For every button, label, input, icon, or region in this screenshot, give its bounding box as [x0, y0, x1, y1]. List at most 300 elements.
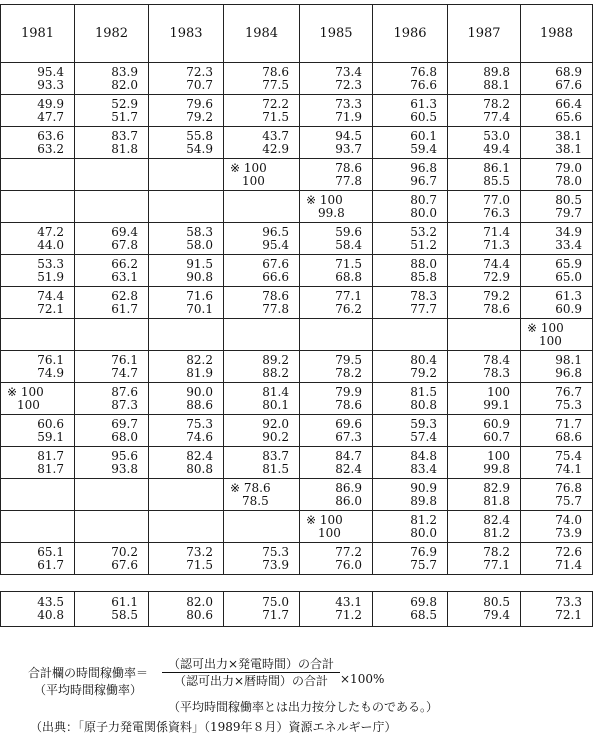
average-rate-value: 59.1 — [37, 429, 64, 444]
rate-cell — [224, 447, 300, 479]
average-value: 100 — [242, 173, 265, 188]
rate-cell — [224, 159, 300, 191]
average-rate-value: 60.9 — [555, 301, 582, 316]
formula-fraction — [162, 656, 340, 689]
average-value: 100 — [539, 333, 562, 348]
table-row — [1, 543, 593, 575]
average-rate-value: 76.0 — [335, 557, 362, 572]
rate-cell — [521, 127, 593, 159]
time-rate-value: 100 — [487, 384, 510, 399]
time-rate-value: 92.0 — [262, 416, 289, 431]
rate-cell — [300, 592, 373, 627]
time-rate-value: 73.3 — [555, 595, 582, 609]
rate-cell — [75, 255, 149, 287]
rate-cell — [1, 351, 75, 383]
rate-cell — [373, 95, 448, 127]
rate-cell — [373, 191, 448, 223]
rate-cell — [149, 351, 224, 383]
average-rate-value: 58.0 — [186, 237, 213, 252]
time-rate-value: 77.1 — [335, 288, 362, 303]
average-rate-value: 79.2 — [186, 109, 213, 124]
table-row — [1, 127, 593, 159]
average-rate-value: 78.0 — [555, 173, 582, 188]
rate-cell — [521, 319, 593, 351]
time-rate-value: 70.2 — [111, 544, 138, 559]
time-rate-value: 100 — [487, 448, 510, 463]
rate-cell — [373, 479, 448, 511]
average-rate-value: 78.3 — [483, 365, 510, 380]
table-row — [1, 191, 593, 223]
average-rate-value: 40.8 — [37, 608, 64, 622]
rate-cell — [448, 255, 521, 287]
formula-denominator: （認可出力×暦時間）の合計 — [174, 674, 329, 688]
empty-cell — [1, 191, 75, 223]
time-rate-value: 81.4 — [262, 384, 289, 399]
average-rate-value: 49.4 — [483, 141, 510, 156]
rate-cell — [521, 95, 593, 127]
time-rate-value: 78.6 — [262, 288, 289, 303]
time-rate-value: 78.2 — [483, 96, 510, 111]
rate-cell — [75, 223, 149, 255]
time-rate-value: 79.9 — [335, 384, 362, 399]
average-rate-value: 72.1 — [37, 301, 64, 316]
average-rate-value: 71.7 — [262, 608, 289, 622]
time-rate-value: 59.3 — [410, 416, 437, 431]
time-rate-value: 73.4 — [335, 64, 362, 79]
rate-cell — [1, 592, 75, 627]
average-rate-value: 77.7 — [410, 301, 437, 316]
average-value: 100 — [318, 525, 341, 540]
time-rate-value: 67.6 — [262, 256, 289, 271]
time-rate-value: 61.3 — [555, 288, 582, 303]
rate-cell — [149, 95, 224, 127]
average-rate-value: 80.6 — [186, 608, 213, 622]
marked-value: ※ 100 — [306, 512, 343, 527]
rate-cell — [1, 287, 75, 319]
average-rate-value: 71.5 — [262, 109, 289, 124]
average-rate-value: 74.7 — [111, 365, 138, 380]
empty-cell — [75, 319, 149, 351]
rate-cell — [224, 543, 300, 575]
year-header-1988: 1988 — [521, 5, 593, 63]
average-rate-value: 90.8 — [186, 269, 213, 284]
average-rate-value: 71.9 — [335, 109, 362, 124]
time-rate-value: 43.1 — [335, 595, 362, 609]
average-rate-value: 93.7 — [335, 141, 362, 156]
rate-cell — [448, 63, 521, 95]
average-rate-value: 90.2 — [262, 429, 289, 444]
average-rate-value: 51.9 — [37, 269, 64, 284]
average-rate-value: 70.7 — [186, 77, 213, 92]
rate-cell — [224, 479, 300, 511]
average-rate-value: 87.3 — [111, 397, 138, 412]
rate-cell — [521, 255, 593, 287]
time-rate-value: 71.7 — [555, 416, 582, 431]
rate-cell — [300, 479, 373, 511]
rate-cell — [149, 592, 224, 627]
average-rate-value: 95.4 — [262, 237, 289, 252]
rate-cell — [300, 191, 373, 223]
time-rate-value: 79.5 — [335, 352, 362, 367]
average-rate-value: 77.1 — [483, 557, 510, 572]
empty-cell — [149, 511, 224, 543]
time-rate-value: 66.2 — [111, 256, 138, 271]
rate-cell — [448, 447, 521, 479]
time-rate-value: 87.6 — [111, 384, 138, 399]
time-rate-value: 83.7 — [111, 128, 138, 143]
rate-cell — [373, 447, 448, 479]
time-rate-value: 89.8 — [483, 64, 510, 79]
rate-cell — [521, 543, 593, 575]
rate-cell — [300, 543, 373, 575]
rate-cell — [521, 447, 593, 479]
rate-cell — [300, 63, 373, 95]
marked-value: ※ 100 — [306, 192, 343, 207]
rate-cell — [521, 479, 593, 511]
year-header-1985: 1985 — [300, 5, 373, 63]
rate-cell — [521, 383, 593, 415]
rate-cell — [75, 127, 149, 159]
average-rate-value: 80.8 — [186, 461, 213, 476]
formula-numerator: （認可出力×発電時間）の合計 — [162, 656, 340, 673]
rate-cell — [300, 223, 373, 255]
rate-cell — [448, 543, 521, 575]
time-rate-value: 53.3 — [37, 256, 64, 271]
time-rate-value: 59.6 — [335, 224, 362, 239]
table-row — [1, 351, 593, 383]
rate-cell — [224, 592, 300, 627]
rate-cell — [448, 223, 521, 255]
time-rate-value: 76.9 — [410, 544, 437, 559]
rate-cell — [149, 415, 224, 447]
rate-cell — [300, 255, 373, 287]
rate-cell — [448, 159, 521, 191]
rate-cell — [448, 287, 521, 319]
rate-cell — [149, 383, 224, 415]
time-rate-value: 76.1 — [111, 352, 138, 367]
rate-cell — [521, 287, 593, 319]
average-rate-value: 63.2 — [37, 141, 64, 156]
average-value: 78.5 — [242, 493, 269, 508]
rate-cell — [1, 383, 75, 415]
total-table — [0, 591, 593, 627]
formula-multiplier: ×100% — [340, 672, 385, 686]
total-row — [1, 592, 593, 627]
table-row — [1, 479, 593, 511]
rate-cell — [373, 415, 448, 447]
average-rate-value: 71.4 — [555, 557, 582, 572]
average-rate-value: 88.1 — [483, 77, 510, 92]
year-header-1982: 1982 — [75, 5, 149, 63]
average-rate-value: 72.9 — [483, 269, 510, 284]
rate-cell — [149, 127, 224, 159]
rate-cell — [448, 383, 521, 415]
marked-value: ※ 78.6 — [230, 480, 271, 495]
rate-cell — [448, 511, 521, 543]
average-rate-value: 47.7 — [37, 109, 64, 124]
rate-cell — [448, 351, 521, 383]
time-rate-value: 68.9 — [555, 64, 582, 79]
rate-cell — [300, 287, 373, 319]
average-rate-value: 96.8 — [555, 365, 582, 380]
rate-cell — [75, 63, 149, 95]
average-rate-value: 80.0 — [410, 205, 437, 220]
average-rate-value: 93.8 — [111, 461, 138, 476]
time-rate-value: 82.0 — [186, 595, 213, 609]
average-rate-value: 75.7 — [410, 557, 437, 572]
time-rate-value: 74.0 — [555, 512, 582, 527]
average-rate-value: 77.4 — [483, 109, 510, 124]
year-header-row — [1, 5, 593, 63]
table-row — [1, 319, 593, 351]
time-rate-value: 82.9 — [483, 480, 510, 495]
rate-cell — [149, 255, 224, 287]
time-rate-value: 96.8 — [410, 160, 437, 175]
time-rate-value: 69.7 — [111, 416, 138, 431]
average-rate-value: 78.6 — [483, 301, 510, 316]
time-rate-value: 94.5 — [335, 128, 362, 143]
empty-cell — [75, 191, 149, 223]
time-rate-value: 78.2 — [483, 544, 510, 559]
rate-cell — [373, 511, 448, 543]
time-rate-value: 90.9 — [410, 480, 437, 495]
time-rate-value: 69.6 — [335, 416, 362, 431]
empty-cell — [300, 319, 373, 351]
average-rate-value: 71.3 — [483, 237, 510, 252]
time-rate-value: 75.3 — [186, 416, 213, 431]
average-rate-value: 85.8 — [410, 269, 437, 284]
average-rate-value: 80.0 — [410, 525, 437, 540]
time-rate-value: 77.2 — [335, 544, 362, 559]
average-rate-value: 68.8 — [335, 269, 362, 284]
average-rate-value: 68.5 — [410, 608, 437, 622]
time-rate-value: 49.9 — [37, 96, 64, 111]
empty-cell — [1, 511, 75, 543]
rate-cell — [149, 63, 224, 95]
average-rate-value: 38.1 — [555, 141, 582, 156]
average-rate-value: 76.2 — [335, 301, 362, 316]
time-rate-value: 90.0 — [186, 384, 213, 399]
operating-rate-table — [0, 4, 593, 575]
rate-cell — [224, 255, 300, 287]
rate-cell — [300, 383, 373, 415]
time-rate-value: 58.3 — [186, 224, 213, 239]
time-rate-value: 75.3 — [262, 544, 289, 559]
rate-cell — [224, 63, 300, 95]
time-rate-value: 52.9 — [111, 96, 138, 111]
empty-cell — [1, 319, 75, 351]
rate-cell — [521, 351, 593, 383]
time-rate-value: 76.7 — [555, 384, 582, 399]
formula-label-sub: （平均時間稼働率） — [34, 683, 143, 697]
time-rate-value: 78.4 — [483, 352, 510, 367]
rate-cell — [373, 592, 448, 627]
time-rate-value: 78.6 — [262, 64, 289, 79]
average-rate-value: 67.6 — [111, 557, 138, 572]
rate-cell — [224, 287, 300, 319]
marked-value: ※ 100 — [527, 320, 564, 335]
time-rate-value: 63.6 — [37, 128, 64, 143]
time-rate-value: 75.4 — [555, 448, 582, 463]
rate-cell — [149, 543, 224, 575]
average-rate-value: 71.5 — [186, 557, 213, 572]
table-row — [1, 511, 593, 543]
rate-cell — [75, 415, 149, 447]
rate-cell — [300, 447, 373, 479]
rate-cell — [75, 592, 149, 627]
rate-cell — [1, 415, 75, 447]
rate-cell — [373, 543, 448, 575]
time-rate-value: 55.8 — [186, 128, 213, 143]
average-rate-value: 59.4 — [410, 141, 437, 156]
average-rate-value: 81.8 — [111, 141, 138, 156]
rate-cell — [521, 592, 593, 627]
rate-cell — [300, 511, 373, 543]
average-rate-value: 66.6 — [262, 269, 289, 284]
rate-cell — [373, 255, 448, 287]
time-rate-value: 89.2 — [262, 352, 289, 367]
rate-cell — [1, 127, 75, 159]
time-rate-value: 91.5 — [186, 256, 213, 271]
average-rate-value: 81.9 — [186, 365, 213, 380]
rate-cell — [75, 351, 149, 383]
average-rate-value: 75.7 — [555, 493, 582, 508]
average-rate-value: 88.2 — [262, 365, 289, 380]
empty-cell — [373, 319, 448, 351]
time-rate-value: 80.5 — [555, 192, 582, 207]
time-rate-value: 65.1 — [37, 544, 64, 559]
rate-cell — [224, 415, 300, 447]
average-rate-value: 71.2 — [335, 608, 362, 622]
average-rate-value: 80.8 — [410, 397, 437, 412]
time-rate-value: 79.2 — [483, 288, 510, 303]
rate-cell — [521, 511, 593, 543]
average-rate-value: 86.0 — [335, 493, 362, 508]
average-value: 99.8 — [318, 205, 345, 220]
formula-label: 合計欄の時間稼働率＝ — [28, 666, 149, 680]
average-rate-value: 65.6 — [555, 109, 582, 124]
rate-cell — [373, 383, 448, 415]
average-rate-value: 60.5 — [410, 109, 437, 124]
rate-cell — [300, 159, 373, 191]
time-rate-value: 66.4 — [555, 96, 582, 111]
empty-cell — [75, 159, 149, 191]
average-rate-value: 68.0 — [111, 429, 138, 444]
time-rate-value: 81.2 — [410, 512, 437, 527]
average-rate-value: 96.7 — [410, 173, 437, 188]
empty-cell — [149, 319, 224, 351]
time-rate-value: 80.7 — [410, 192, 437, 207]
average-rate-value: 83.4 — [410, 461, 437, 476]
time-rate-value: 47.2 — [37, 224, 64, 239]
average-rate-value: 77.8 — [335, 173, 362, 188]
year-header-1981: 1981 — [1, 5, 75, 63]
time-rate-value: 61.1 — [111, 595, 138, 609]
rate-cell — [224, 383, 300, 415]
time-rate-value: 74.4 — [37, 288, 64, 303]
time-rate-value: 76.8 — [410, 64, 437, 79]
average-rate-value: 79.2 — [410, 365, 437, 380]
average-rate-value: 74.1 — [555, 461, 582, 476]
empty-cell — [448, 319, 521, 351]
rate-cell — [1, 447, 75, 479]
rate-cell — [521, 159, 593, 191]
time-rate-value: 73.2 — [186, 544, 213, 559]
time-rate-value: 74.4 — [483, 256, 510, 271]
time-rate-value: 95.6 — [111, 448, 138, 463]
average-rate-value: 78.6 — [335, 397, 362, 412]
empty-cell — [149, 479, 224, 511]
average-rate-value: 77.5 — [262, 77, 289, 92]
table-row — [1, 415, 593, 447]
time-rate-value: 43.7 — [262, 128, 289, 143]
empty-cell — [75, 511, 149, 543]
average-rate-value: 88.6 — [186, 397, 213, 412]
average-rate-value: 78.2 — [335, 365, 362, 380]
time-rate-value: 84.7 — [335, 448, 362, 463]
average-rate-value: 80.1 — [262, 397, 289, 412]
rate-cell — [521, 63, 593, 95]
time-rate-value: 72.6 — [555, 544, 582, 559]
time-rate-value: 80.4 — [410, 352, 437, 367]
time-rate-value: 43.5 — [37, 595, 64, 609]
rate-cell — [75, 287, 149, 319]
rate-cell — [224, 95, 300, 127]
table-row — [1, 383, 593, 415]
average-rate-value: 61.7 — [111, 301, 138, 316]
average-rate-value: 99.8 — [483, 461, 510, 476]
average-rate-value: 74.6 — [186, 429, 213, 444]
average-rate-value: 81.5 — [262, 461, 289, 476]
rate-cell — [149, 287, 224, 319]
rate-cell — [448, 191, 521, 223]
average-rate-value: 81.7 — [37, 461, 64, 476]
rate-cell — [1, 223, 75, 255]
rate-cell — [224, 127, 300, 159]
average-rate-value: 82.4 — [335, 461, 362, 476]
time-rate-value: 83.7 — [262, 448, 289, 463]
average-rate-value: 81.2 — [483, 525, 510, 540]
average-rate-value: 72.3 — [335, 77, 362, 92]
time-rate-value: 53.0 — [483, 128, 510, 143]
average-rate-value: 68.6 — [555, 429, 582, 444]
average-rate-value: 58.5 — [111, 608, 138, 622]
average-rate-value: 82.0 — [111, 77, 138, 92]
average-rate-value: 81.8 — [483, 493, 510, 508]
rate-cell — [149, 223, 224, 255]
average-rate-value: 51.2 — [410, 237, 437, 252]
rate-cell — [373, 159, 448, 191]
time-rate-value: 60.1 — [410, 128, 437, 143]
average-rate-value: 79.4 — [483, 608, 510, 622]
time-rate-value: 72.2 — [262, 96, 289, 111]
rate-cell — [521, 223, 593, 255]
rate-cell — [75, 543, 149, 575]
time-rate-value: 71.4 — [483, 224, 510, 239]
time-rate-value: 88.0 — [410, 256, 437, 271]
average-rate-value: 73.9 — [555, 525, 582, 540]
time-rate-value: 81.7 — [37, 448, 64, 463]
rate-cell — [1, 543, 75, 575]
rate-cell — [521, 191, 593, 223]
time-rate-value: 71.5 — [335, 256, 362, 271]
rate-cell — [373, 127, 448, 159]
time-rate-value: 73.3 — [335, 96, 362, 111]
average-rate-value: 67.8 — [111, 237, 138, 252]
time-rate-value: 38.1 — [555, 128, 582, 143]
average-rate-value: 61.7 — [37, 557, 64, 572]
rate-cell — [1, 255, 75, 287]
